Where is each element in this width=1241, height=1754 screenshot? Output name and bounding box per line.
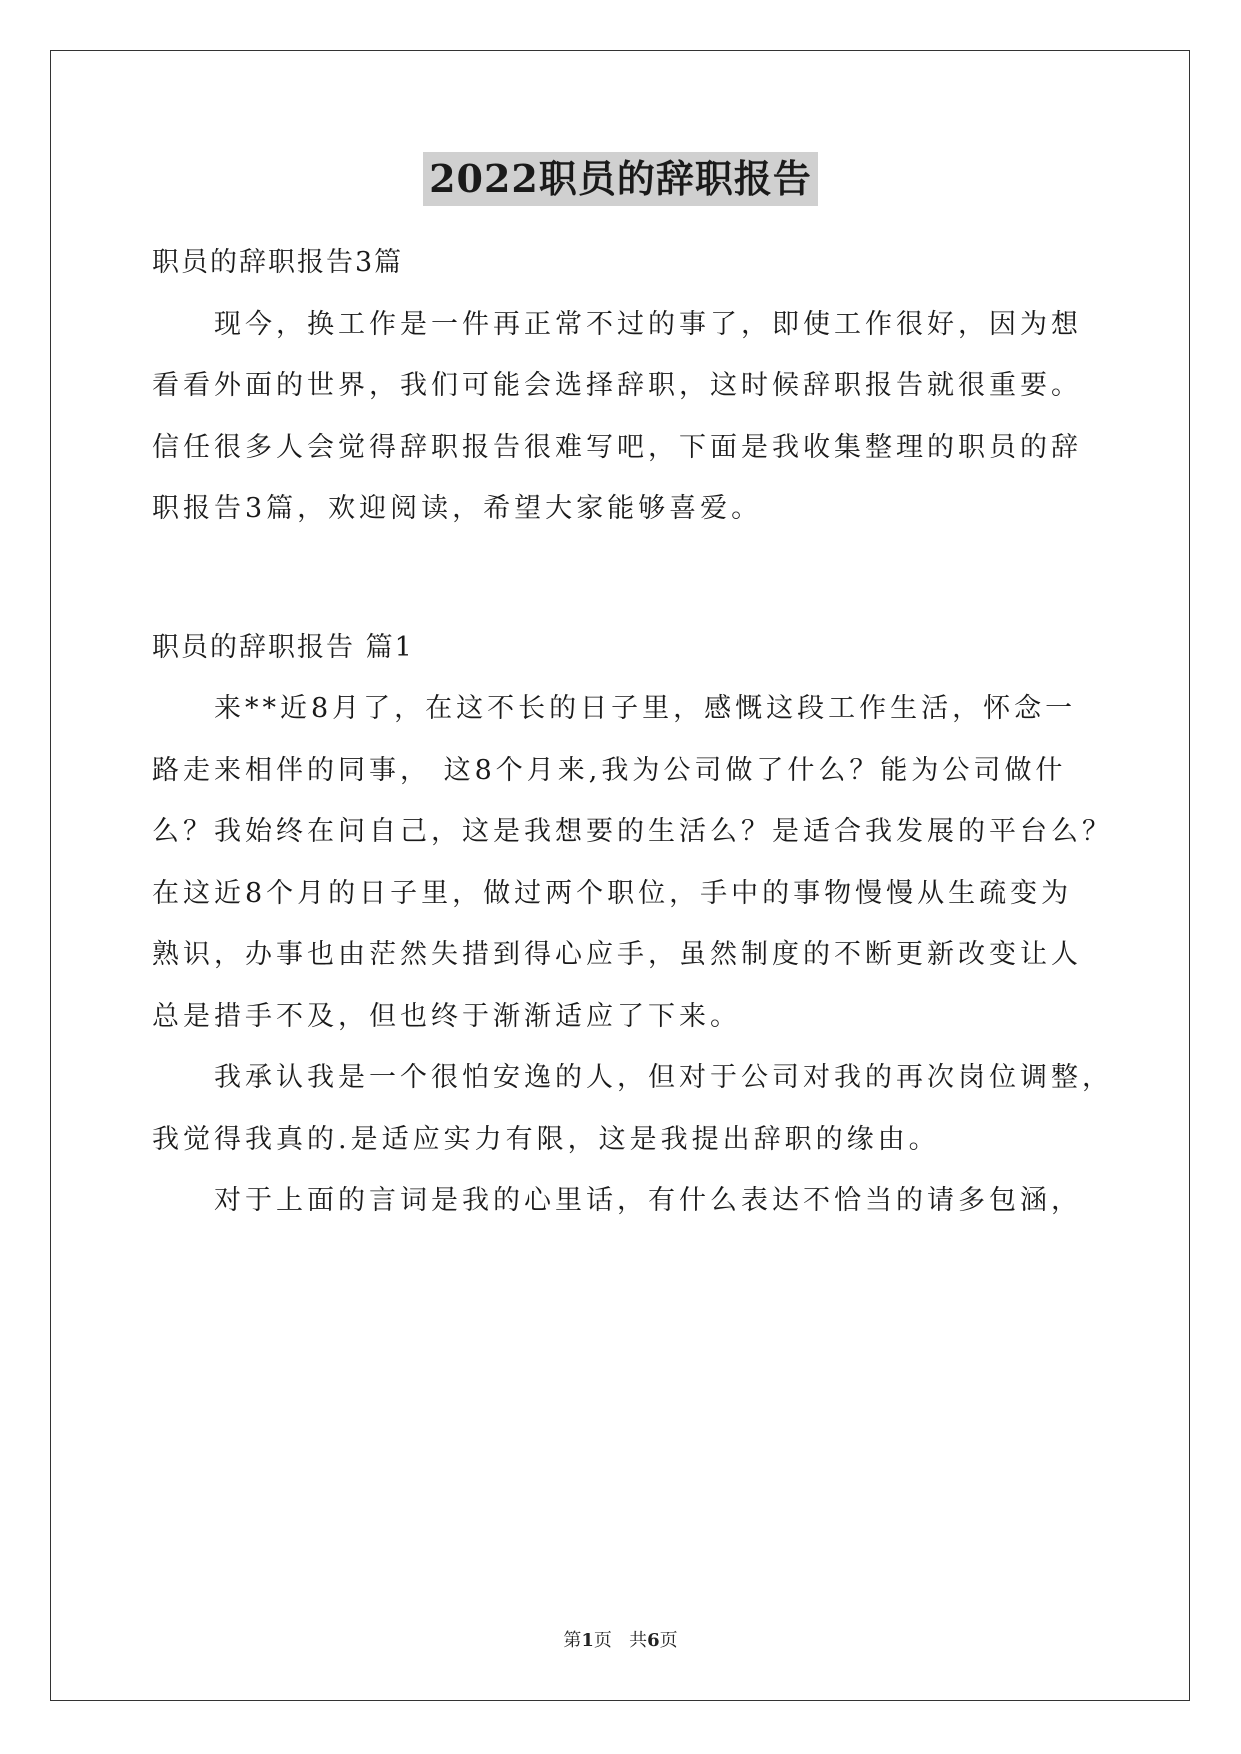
document-body	[152, 232, 1113, 1232]
section1-heading: 职员的辞职报告 篇1	[152, 631, 414, 663]
section1-paragraph-1	[152, 678, 1113, 1047]
page-suffix: 页	[659, 1630, 678, 1651]
paragraph-line: 来**近8月了，在这不长的日子里，感慨这段工作生活，怀念一	[214, 693, 1077, 724]
paragraph-line: 么？我始终在问自己，这是我想要的生活么？是适合我发展的平台么？	[152, 816, 1113, 847]
paragraph-line: 我觉得我真的.是适应实力有限，这是我提出辞职的缘由。	[152, 1123, 940, 1155]
page-mid: 页 共	[593, 1630, 648, 1651]
paragraph-line: 总是措手不及，但也终于渐渐适应了下来。	[152, 1000, 741, 1032]
paragraph-line: 对于上面的言词是我的心里话，有什么表达不恰当的请多包涵，	[214, 1185, 1082, 1216]
title-container	[0, 152, 1241, 206]
intro-line: 职报告3篇，欢迎阅读，希望大家能够喜爱。	[152, 493, 763, 524]
section1-paragraph-3	[152, 1170, 1092, 1232]
paragraph-line: 我承认我是一个很怕安逸的人，但对于公司对我的再次岗位调整，	[214, 1062, 1113, 1093]
intro-line: 现今，换工作是一件再正常不过的事了，即使工作很好，因为想	[214, 308, 1082, 340]
intro-line: 信任很多人会觉得辞职报告很难写吧，下面是我收集整理的职员的辞	[152, 431, 1082, 463]
page-prefix: 第	[563, 1630, 582, 1651]
document-subtitle: 职员的辞职报告3篇	[152, 247, 404, 278]
page-total: 6	[647, 1630, 660, 1651]
page-current: 1	[581, 1630, 594, 1651]
paragraph-line: 在这近8个月的日子里，做过两个职位，手中的事物慢慢从生疏变为	[152, 877, 1073, 909]
intro-paragraph	[152, 294, 1092, 540]
intro-line: 看看外面的世界，我们可能会选择辞职，这时候辞职报告就很重要。	[152, 370, 1082, 401]
page-footer	[0, 1626, 1241, 1652]
paragraph-line: 路走来相伴的同事， 这8个月来,我为公司做了什么？能为公司做什	[152, 754, 1067, 786]
section1-paragraph-2	[152, 1047, 1113, 1170]
section-gap	[152, 540, 1092, 617]
document-title: 2022职员的辞职报告	[423, 152, 818, 206]
paragraph-line: 熟识，办事也由茫然失措到得心应手，虽然制度的不断更新改变让人	[152, 939, 1082, 970]
